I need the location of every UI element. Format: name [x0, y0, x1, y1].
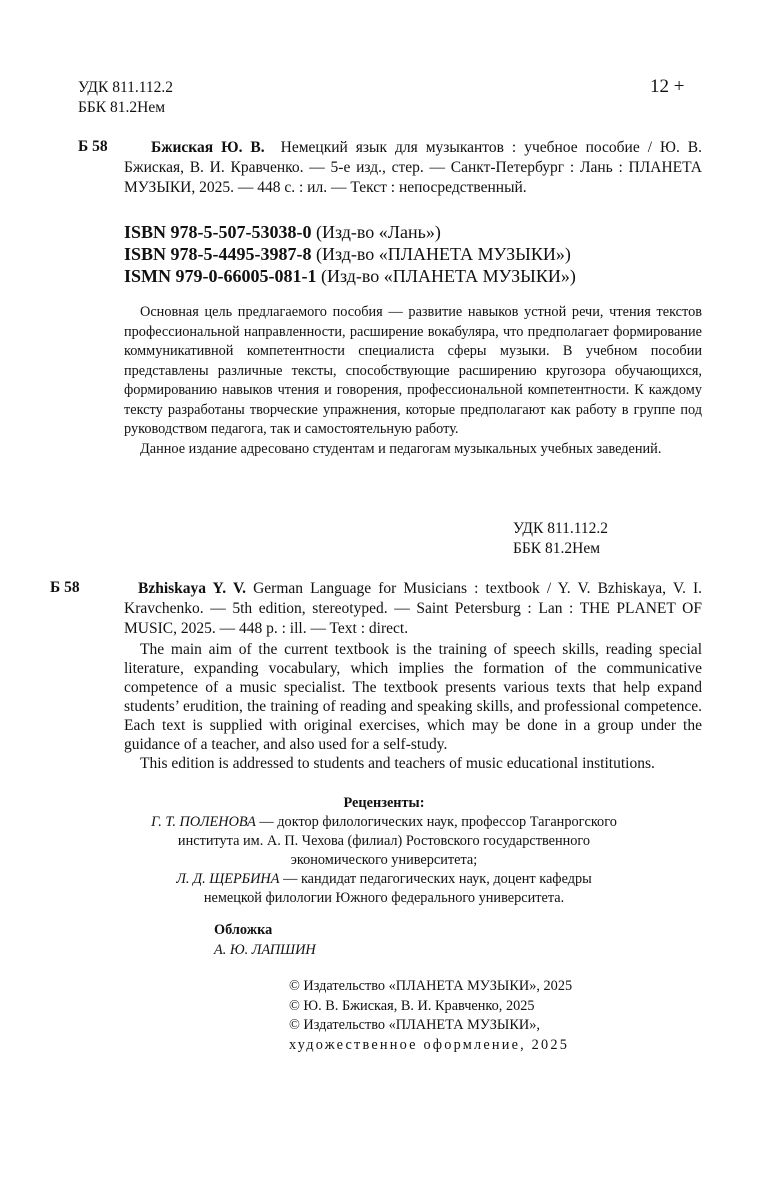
en-entry-author: Bzhiskaya Y. V.	[138, 580, 247, 597]
cover-artist: А. Ю. ЛАПШИН	[214, 942, 316, 958]
isbn-publisher: (Изд-во «Лань»)	[316, 222, 441, 242]
header-codes	[78, 78, 173, 118]
isbn-id: ISBN 978-5-4495-3987-8	[124, 244, 312, 264]
copyright-line: © Ю. В. Бжиская, В. И. Кравченко, 2025	[289, 997, 535, 1014]
cover-title: Обложка	[214, 922, 273, 938]
isbn-publisher: (Изд-во «ПЛАНЕТА МУЗЫКИ»)	[320, 266, 576, 286]
cover-credit	[214, 920, 316, 960]
annotation-ru-paragraph: Основная цель предлагаемого пособия — развитие навыков устной речи, чтения текстов профессиональной направленности, расширение вокабуляра, что предполагает формирование коммуникативной компетентности специалиста сферы музыки. В учебном пособии представлены различные тексты, способствующие расширению кругозора обучающихся, формированию навыков чтения и говорения, профессиональной компетентности. К каждому тексту разработаны творческие упражнения, которые предполагают как работу в группе под руководством педагога, так и самостоятельную работу.	[124, 304, 702, 437]
ru-entry-author: Бжиская Ю. В.	[151, 139, 265, 156]
isbn-item	[124, 265, 576, 287]
reviewer	[150, 870, 618, 908]
annotation-ru	[124, 303, 702, 459]
en-entry-code: Б 58	[50, 579, 80, 596]
isbn-item	[124, 243, 576, 265]
reviewers	[150, 794, 618, 908]
ru-entry-body	[124, 138, 702, 198]
udk-code: УДК 811.112.2	[513, 520, 609, 537]
mid-codes	[513, 519, 608, 559]
en-entry-body	[124, 579, 702, 639]
annotation-en	[124, 640, 702, 773]
reviewer-name: Г. Т. ПОЛЕНОВА	[151, 814, 256, 830]
reviewer	[150, 813, 618, 870]
ru-entry-code: Б 58	[78, 138, 108, 155]
reviewer-name: Л. Д. ЩЕРБИНА	[176, 871, 280, 887]
en-entry-text: German Language for Musicians : textbook / Y. V. Bzhiskaya, V. I. Kravchenko. — 5th edition, stereotyped. — Saint Petersburg : Lan : THE PLANET OF MUSIC, 2025. — 448 p. : ill. — Text : direct.	[124, 580, 702, 637]
en-bibliographic-entry	[50, 579, 702, 639]
ru-bibliographic-entry	[78, 138, 702, 198]
udk-code: УДК 811.112.2	[78, 79, 174, 96]
copyrights	[289, 977, 572, 1055]
copyright-line: © Издательство «ПЛАНЕТА МУЗЫКИ»,	[289, 1017, 540, 1033]
copyright-line: © Издательство «ПЛАНЕТА МУЗЫКИ», 2025	[289, 978, 573, 994]
bbk-code: ББК 81.2Нем	[513, 540, 601, 557]
age-rating: 12 +	[650, 76, 685, 97]
bbk-code: ББК 81.2Нем	[78, 99, 166, 116]
copyright-line: художественное оформление, 2025	[289, 1036, 570, 1053]
annotation-ru-paragraph: Данное издание адресовано студентам и педагогам музыкальных учебных заведений.	[140, 440, 662, 457]
isbn-item	[124, 221, 576, 243]
isbn-list	[124, 221, 576, 287]
reviewers-title: Рецензенты:	[343, 795, 425, 811]
annotation-en-paragraph: This edition is addressed to students and teachers of music educational institutions.	[140, 755, 655, 772]
reviewer-credentials: — доктор филологических наук, профессор Таганрогского института им. А. П. Чехова (филиал) Ростовского государственного экономического университета;	[177, 814, 617, 868]
reviewer-credentials: — кандидат педагогических наук, доцент кафедры немецкой филологии Южного федерального университета.	[203, 871, 592, 906]
isbn-id: ISMN 979-0-66005-081-1	[124, 266, 317, 286]
annotation-en-paragraph: The main aim of the current textbook is the training of speech skills, reading special literature, expanding vocabulary, which implies the formation of the communicative competence of a music specialist. The textbook presents various texts that help expand students’ erudition, the training of reading and speaking skills, and professional competence. Each text is supplied with original exercises, which may be done in a group under the guidance of a teacher, and also used for a self-study.	[124, 641, 702, 753]
isbn-id: ISBN 978-5-507-53038-0	[124, 222, 312, 242]
ru-entry-text: Немецкий язык для музыкантов : учебное пособие / Ю. В. Бжиская, В. И. Кравченко. — 5-е изд., стер. — Санкт-Петербург : Лань : ПЛАНЕТА МУЗЫКИ, 2025. — 448 с. : ил. — Текст : непосредственный.	[124, 139, 703, 196]
isbn-publisher: (Изд-во «ПЛАНЕТА МУЗЫКИ»)	[316, 244, 571, 264]
